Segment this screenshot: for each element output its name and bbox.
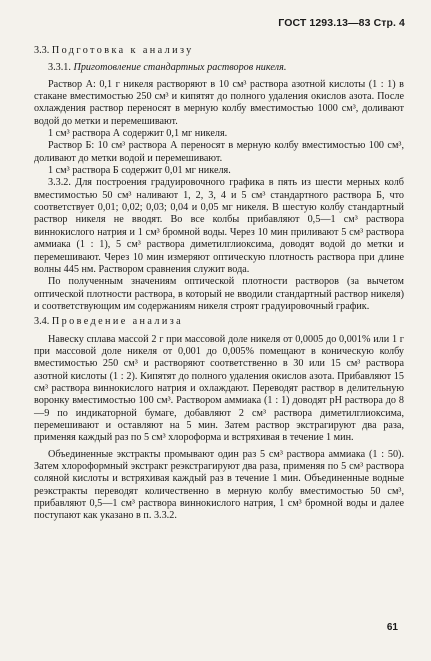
section-heading-3-3 xyxy=(34,45,404,57)
document-body xyxy=(34,42,404,523)
paragraph-extracts: Объединенные экстракты промывают один раз 5 см³ раствора аммиака (1 : 50). Затем хлороформный экстракт реэкстрагируют два раза, применяя по 5 см³ раствора соляной кислоты и встряхивая каждый раз в течение 1 мин. Объединенные водные реэкстракты переводят количественно в мерную колбу вместимостью 50 см³, прибавляют 0,5—1 см³ раствора виннокислого натрия, 1 см³ бромной воды и далее поступают как указано в п. 3.3.2. xyxy=(34,448,404,522)
section-number: 3.3. xyxy=(34,45,50,56)
paragraph-solution-a-content: 1 см³ раствора А содержит 0,1 мг никеля. xyxy=(48,128,228,140)
paragraph-solution-a: Раствор А: 0,1 г никеля растворяют в 10 см³ раствора азотной кислоты (1 : 1) в стакане вместимостью 250 см³ и кипятят до полного удаления окислов азота. После охлаждения раствор переносят в мерную колбу вместимостью 1000 см³, доливают водой до метки и перемешивают. xyxy=(34,78,404,127)
paragraph-solution-b: Раствор Б: 10 см³ раствора А переносят в мерную колбу вместимостью 100 см³, доливают до метки водой и перемешивают. xyxy=(34,140,404,164)
paragraph-analysis-procedure: Навеску сплава массой 2 г при массовой доле никеля от 0,0005 до 0,001% или 1 г при массовой доле никеля от 0,001 до 0,005% помещают в коническую колбу вместимостью 250 см³ и растворяют соответственно в 30 или 15 см³ раствора азотной кислоты (1 : 2). Кипятят до полного удаления окислов азота. Прибавляют 15 см³ раствора виннокислого натрия и охлаждают. Переводят раствор в делительную воронку вместимостью 100 см³. Раствором аммиака (1 : 1) доводят pH раствора до 8—9 по индикаторной бумаге, добавляют 2 см³ раствора диметилглиоксима, перемешивают и оставляют на 5 мин. Затем раствор экстрагируют два раза, применяя каждый раз по 5 см³ хлороформа и встряхивая в течение 1 мин. xyxy=(34,333,404,444)
page-number: 61 xyxy=(386,622,398,633)
paragraph-solution-b-content: 1 см³ раствора Б содержит 0,01 мг никеля. xyxy=(48,165,231,177)
section-title: Подготовка к анализу xyxy=(51,45,194,56)
section-heading-3-4 xyxy=(34,316,404,328)
paragraph-3-3-2: 3.3.2. Для построения градуировочного графика в пять из шести мерных колб вместимостью 50 см³ наливают 1, 2, 3, 4 и 5 см³ стандартного раствора Б, что соответствует 0,01; 0,02; 0,03; 0,04 и 0,05 мг никеля. В шестую колбу стандартный раствор никеля не вводят. Во все колбы прибавляют 0,5—1 см³ раствора виннокислого натрия и 1 см³ бромной воды. Через 10 мин приливают 5 см³ раствора аммиака (1 : 1), 5 см³ раствора диметилглиоксима, доводят водой до метки и перемешивают. Через 10 мин измеряют оптическую плотность раствора при длине волны 445 нм. Раствором сравнения служит вода. xyxy=(34,177,404,275)
running-header: ГОСТ 1293.13—83 Стр. 4 xyxy=(278,17,405,29)
section-number: 3.4. xyxy=(34,316,50,328)
subsection-number: 3.3.1. xyxy=(48,62,71,74)
paragraph-calibration-graph: По полученным значениям оптической плотности растворов (за вычетом оптической плотности раствора, в который не вводили стандартный раствор никеля) и соответствующим им содержаниям никеля строят градуировочный график. xyxy=(34,276,404,312)
subsection-heading-3-3-1 xyxy=(34,62,404,74)
section-title: Проведение анализа xyxy=(51,316,184,328)
subsection-title: Приготовление стандартных растворов никеля. xyxy=(73,62,287,74)
